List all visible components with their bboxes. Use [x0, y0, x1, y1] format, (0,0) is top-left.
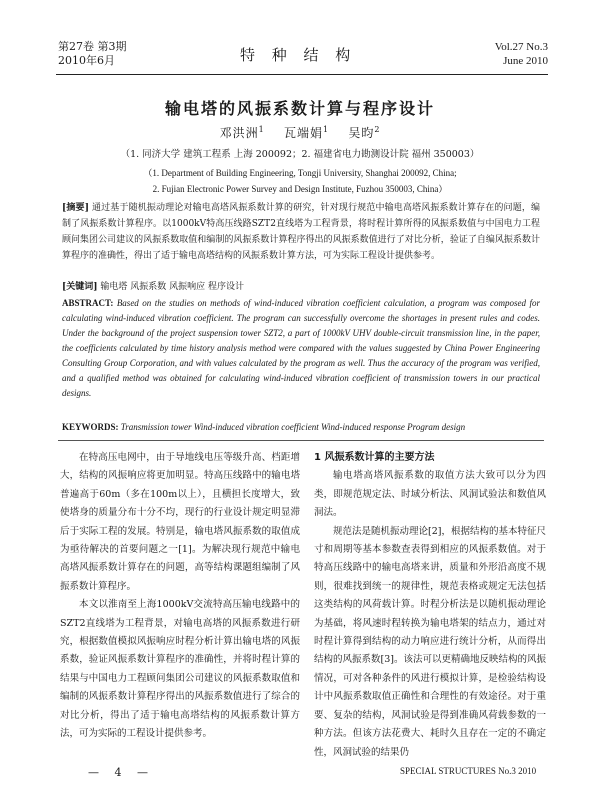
publication-date-cn: 2010年6月 — [58, 54, 115, 67]
abstract-cn-label: [摘要] — [62, 203, 89, 213]
journal-name-cn: 特 种 结 构 — [240, 46, 357, 64]
body-paragraph: 规范法是随机振动理论[2]，根据结构的基本特征尺寸和周期等基本参数查表得到相应的风振系数值。对于特高压线路中的输电高塔来讲，质量和外形沿高度不规则，很难找到统一的规律性，规范表格或规定无法包括这类结构的风荷载计算。时程分析法是以随机振动理论为基础，将风速时程转换为输电塔架的结点力，通过对时程计算得到结构的动力响应进行统计分析，从而得出结构的风振系数[3]。该法可以更精确地反映结构的风振情况，可对各种条件的风进行模拟计算，是检验结构设计中风振系数取值正确性和合理性的有效途径。对于重要、复杂的结构，风洞试验是得到准确风荷载参数的一种方法。但该方法花费大、耗时久且存在一定的不确定性，风洞试验的结果仍 — [314, 525, 546, 758]
author: 吴昀 — [348, 126, 375, 140]
body-paragraph: 在特高压电网中，由于导地线电压等级升高、档距增大，结构的风振响应将更加明显。特高压线路中的输电塔普遍高于60m（多在100m以上），且横担长度增大，致使塔身的质量分布十分不均，现行的行业设计规定明显滞后于实际工程的发展。特别是，输电塔风振系数的取值成为亟待解决的首要问题之一[1]。为解决现行规范中输电高塔风振系数计算存在的问题，高等结构课题组编制了风振系数计算程序。 — [60, 452, 300, 592]
author: 邓洪洲 — [219, 126, 259, 140]
affiliation-cn: （1. 同济大学 建筑工程系 上海 200092；2. 福建省电力勘测设计院 福州 350003） — [120, 149, 480, 160]
header-volume-block-en — [495, 40, 548, 68]
page-number: — 4 — — [88, 766, 154, 779]
volume-issue-cn: 第27卷 第3期 — [58, 40, 127, 53]
keywords-cn-label: [关键词] — [62, 282, 98, 292]
volume-issue-en: Vol.27 No.3 — [494, 41, 548, 53]
abstract-cn-text: 通过基于随机振动理论对输电高塔风振系数计算的研究，针对现行规范中输电高塔风振系数计算存在的问题，编制了风振系数计算程序。以1000kV特高压线路SZT2直线塔为工程背景，将时程计算所得的风振系数值与中国电力工程顾问集团公司建议的风振系数取值和编制的风振系数计算程序得出的风振系数值进行了对比分析，验证了自编风振系数计算程序的准确性，得出了适于输电高塔结构的风振系数计算方法，可为实际工程设计提供参考。 — [62, 203, 540, 261]
publication-date-en: June 2010 — [503, 55, 548, 67]
body-column-left — [60, 449, 300, 744]
article-title: 输电塔的风振系数计算与程序设计 — [164, 99, 435, 118]
abstract-en-label: ABSTRACT: — [62, 298, 114, 308]
keywords-en — [62, 422, 540, 432]
body-paragraph: 输电塔高塔风振系数的取值方法大致可以分为四类，即规范规定法、时域分析法、风洞试验法和数值风洞法。 — [314, 470, 546, 519]
abstract-en-text: Based on the studies on methods of wind-induced vibration coefficient calculation, a program was composed for calculating wind-induced vibration coefficient. The program can successfully overcome the shortages in present rules and codes. Under the background of the project suspension tower SZT2, a part of 1000kV UHV double-circuit transmission line, in the paper, the coefficients calculated by time history analysis method were compared with the values suggested by China Power Engineering Consulting Group Corporation, and with values calculated by the program as well. Thus the accuracy of the program was verified, and a qualified method was obtained for calculating wind-induced vibration coefficient of transmission towers in our practical designs. — [62, 298, 541, 398]
keywords-cn — [62, 279, 540, 292]
header-volume-block — [58, 40, 127, 68]
affiliation-en-line-1: （1. Department of Building Engineering, Tongji University, Shanghai 200092, China; — [143, 168, 457, 178]
body-column-right — [314, 449, 546, 762]
header-divider — [56, 74, 548, 75]
author-affiliation-mark: 1 — [258, 125, 265, 134]
author: 瓦端娟 — [283, 126, 323, 140]
abstract-en — [62, 296, 540, 401]
keywords-en-text: Transmission tower Wind-induced vibration coefficient Wind-induced response Program design — [120, 422, 466, 432]
affiliation-en-line-2: 2. Fujian Electronic Power Survey and Design Institute, Fuzhou 350003, China） — [152, 184, 448, 194]
author-affiliation-mark: 1 — [322, 125, 330, 134]
section-heading: 1 风振系数计算的主要方法 — [314, 452, 435, 463]
abstract-cn — [62, 200, 540, 264]
abstract-divider — [58, 440, 544, 441]
author-list — [0, 124, 600, 141]
body-paragraph: 本文以淮南至上海1000kV交流特高压输电线路中的SZT2直线塔为工程背景，对输电高塔的风振系数进行研究，根据数值模拟风振响应时程分析计算出输电塔的风振系数，验证风振系数计算程序的准确性，并将时程计算的结果与中国电力工程顾问集团公司建议的风振系数取值和编制的风振系数计算程序得出的风振系数值进行了综合的对比分析，得出了适于输电高塔结构的风振系数计算方法，可为实际的工程设计提供参考。 — [60, 599, 300, 740]
footer-journal-en: SPECIAL STRUCTURES No.3 2010 — [400, 766, 537, 776]
author-affiliation-mark: 2 — [374, 125, 381, 134]
keywords-en-label: KEYWORDS: — [62, 422, 119, 432]
keywords-cn-text: 输电塔 风振系数 风振响应 程序设计 — [100, 282, 244, 292]
